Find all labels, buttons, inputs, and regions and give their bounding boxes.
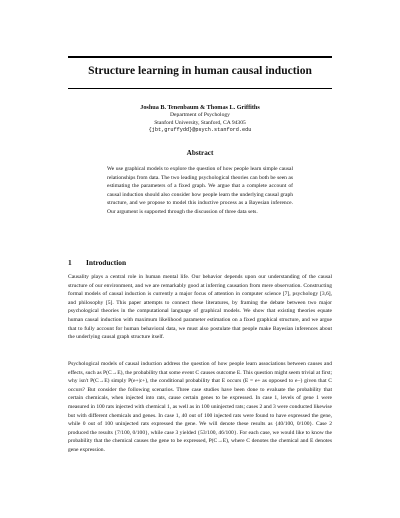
author-department: Department of Psychology xyxy=(170,112,230,118)
author-university: Stanford University, Stanford, CA 94305 xyxy=(154,119,246,126)
intro-paragraph-1: Causality plays a central role in human mental life. Our behavior depends upon our understanding of the causal structure of our environment, and we are remarkably good at inferring causation from mere observation. Constructing formal models of causal induction is currently a major focus of attention in computer science [7], psychology [3,6], and philosophy [5]. This paper attempts to connect these literatures, by framing the debate between two major psychological theories in the computational language of graphical models. We show that existing theories equate human causal induction with maximum likelihood parameter estimation on a fixed graphical structure, and we argue that to fully account for human behavioral data, we must also postulate that people make Bayesian inferences about the underlying causal graph structure itself. xyxy=(68,274,332,341)
author-email: {jbt,gruffydd}@psych.stanford.edu xyxy=(148,127,252,133)
abstract-heading: Abstract xyxy=(186,149,214,157)
paper-authors: Joshua B. Tenenbaum & Thomas L. Griffiths xyxy=(140,104,260,111)
title-top-rule xyxy=(68,56,332,58)
section-number: 1 xyxy=(68,258,72,267)
paper-title: Structure learning in human causal induction xyxy=(88,65,312,77)
title-bottom-rule xyxy=(68,88,332,89)
section-title: Introduction xyxy=(86,258,127,267)
section-heading xyxy=(68,258,126,267)
abstract-text: We use graphical models to explore the question of how people learn simple causal relationships from data. The two leading psychological theories can both be seen as estimating the parameters of a fixed graph. We argue that a complete account of causal induction should also consider how people learn the underlying causal graph structure, and we propose to model this inductive process as a Bayesian inference. Our argument is supported through the discussion of three data sets. xyxy=(107,166,293,215)
intro-paragraph-2: Psychological models of causal induction address the question of how people learn associations between causes and effects, such as P(C→E), the probability that some event C causes outcome E. This question might seem trivial at first; why isn't P(C→E) simply P(e+|c+), the conditional probability that E occurs (E = e+ as opposed to e−) given that C occurs? But consider the following scenarios. Three case studies have been done to evaluate the probability that certain chemicals, when injected into rats, cause certain genes to be expressed. In case 1, levels of gene 1 were measured in 100 rats injected with chemical 1, as well as in 100 uninjected rats; cases 2 and 3 were conducted likewise but with different chemicals and genes. In case 1, 40 out of 100 injected rats were found to have expressed the gene, while 0 out of 100 uninjected rats expressed the gene. We will denote these results as {40/100, 0/100}. Case 2 produced the results {7/100, 0/100}, while case 3 yielded {53/100, 46/100}. For each case, we would like to know the probability that the chemical causes the gene to be expressed, P(C→E), where C denotes the chemical and E denotes gene expression. xyxy=(68,361,333,453)
